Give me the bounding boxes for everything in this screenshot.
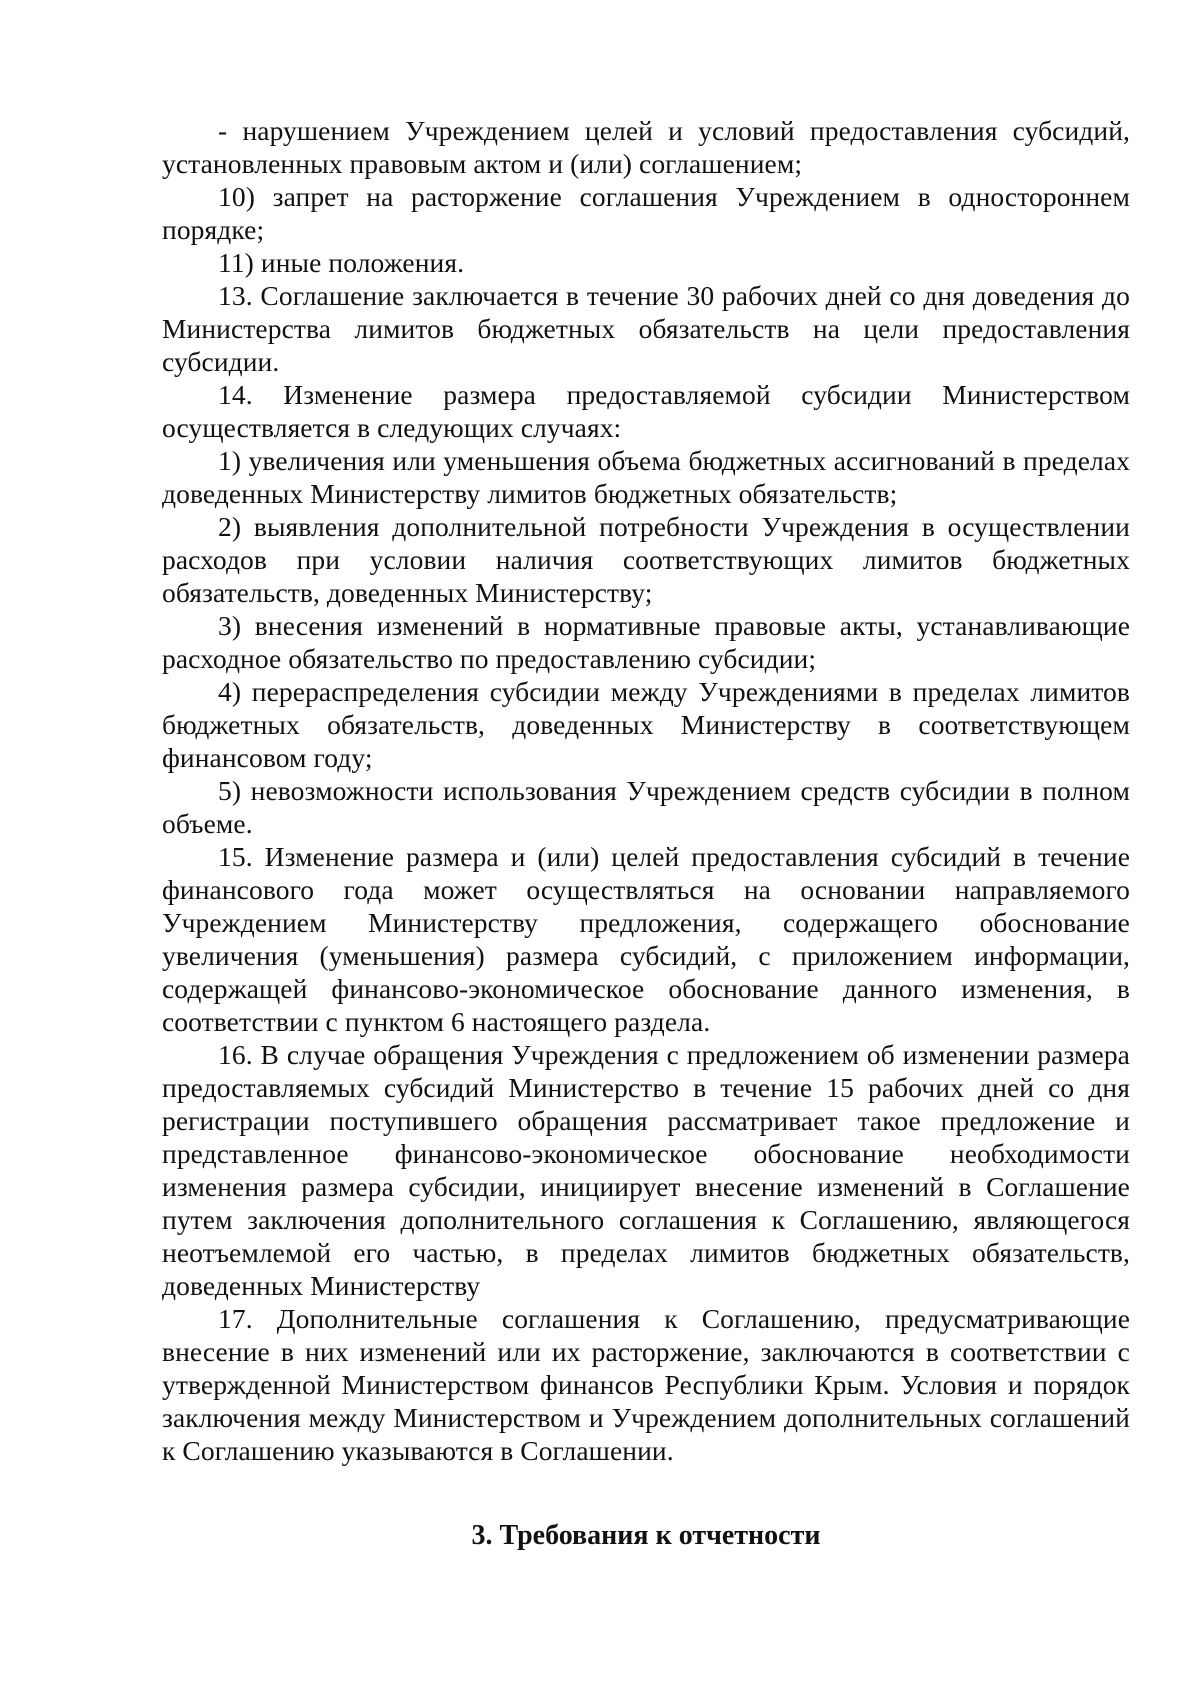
paragraph-case-4: 4) перераспределения субсидии между Учреждениями в пределах лимитов бюджетных обязательств, доведенных Министерству в соответствующем финансовом году; xyxy=(162,676,1130,773)
document-page xyxy=(162,114,1130,1553)
paragraph-clause-13: 13. Соглашение заключается в течение 30 рабочих дней со дня доведения до Министерства лимитов бюджетных обязательств на цели предоставления субсидии. xyxy=(162,280,1130,377)
paragraph-clause-16: 16. В случае обращения Учреждения с предложением об изменении размера предоставляемых субсидий Министерство в течение 15 рабочих дней со дня регистрации поступившего обращения рассматривает такое предложение и представленное финансово-экономическое обоснование необходимости изменения размера субсидии, инициирует внесение изменений в Соглашение путем заключения дополнительного соглашения к Соглашению, являющегося неотъемлемой его частью, в пределах лимитов бюджетных обязательств, доведенных Министерству xyxy=(162,1039,1130,1301)
section-heading: 3. Требования к отчетности xyxy=(471,1520,821,1551)
paragraph-case-2: 2) выявления дополнительной потребности Учреждения в осуществлении расходов при условии наличия соответствующих лимитов бюджетных обязательств, доведенных Министерству; xyxy=(162,511,1130,608)
paragraph-case-5: 5) невозможности использования Учреждением средств субсидии в полном объеме. xyxy=(162,775,1130,839)
paragraph-case-1: 1) увеличения или уменьшения объема бюджетных ассигнований в пределах доведенных Министерству лимитов бюджетных обязательств; xyxy=(162,445,1130,509)
paragraph-item-10: 10) запрет на расторжение соглашения Учреждением в одностороннем порядке; xyxy=(162,181,1130,245)
paragraph-case-3: 3) внесения изменений в нормативные правовые акты, устанавливающие расходное обязательство по предоставлению субсидии; xyxy=(162,610,1130,674)
paragraph-clause-14: 14. Изменение размера предоставляемой субсидии Министерством осуществляется в следующих случаях: xyxy=(162,379,1130,443)
paragraph-clause-15: 15. Изменение размера и (или) целей предоставления субсидий в течение финансового года может осуществляться на основании направляемого Учреждением Министерству предложения, содержащего обоснование увеличения (уменьшения) размера субсидий, с приложением информации, содержащей финансово-экономическое обоснование данного изменения, в соответствии с пунктом 6 настоящего раздела. xyxy=(162,841,1130,1037)
paragraph-violation: - нарушением Учреждением целей и условий предоставления субсидий, установленных правовым актом и (или) соглашением; xyxy=(162,115,1130,179)
paragraph-clause-17: 17. Дополнительные соглашения к Соглашению, предусматривающие внесение в них изменений или их расторжение, заключаются в соответствии с утвержденной Министерством финансов Республики Крым. Условия и порядок заключения между Министерством и Учреждением дополнительных соглашений к Соглашению указываются в Соглашении. xyxy=(162,1303,1130,1466)
paragraph-item-11: 11) иные положения. xyxy=(218,247,465,278)
